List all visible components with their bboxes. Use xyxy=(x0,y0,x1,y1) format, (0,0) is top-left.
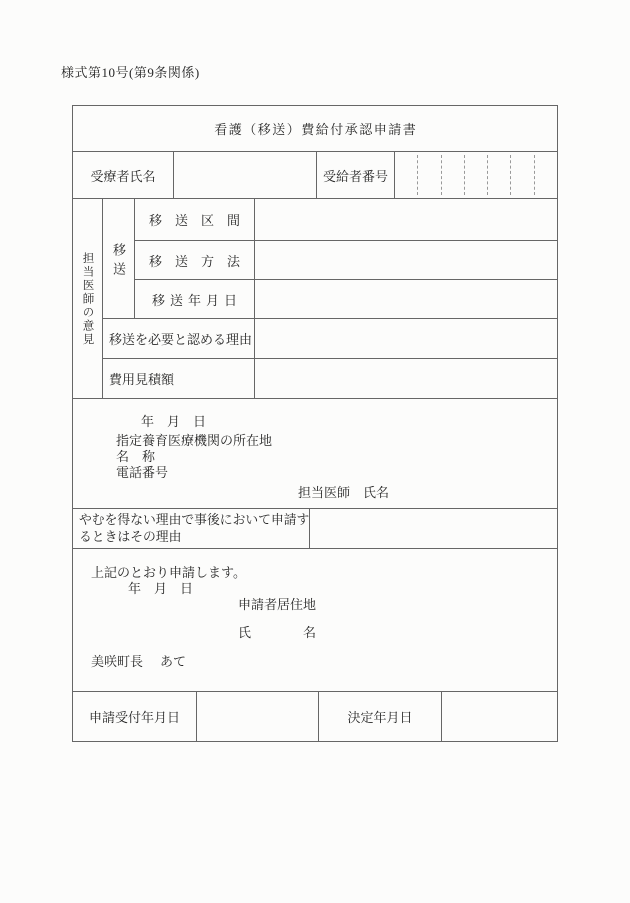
institution-date-line: 年 月 日 xyxy=(141,414,207,429)
transport-method-row xyxy=(135,241,557,280)
patient-row xyxy=(73,152,557,199)
transport-reason-label: 移送を必要と認める理由 xyxy=(103,319,255,358)
institution-address-line: 指定養育医療機関の所在地 xyxy=(116,433,273,448)
transport-date-field xyxy=(255,280,557,318)
processing-row xyxy=(73,692,557,741)
transport-date-label: 移送年月日 xyxy=(151,292,242,308)
application-received-date-label: 申請受付年月日 xyxy=(73,692,197,741)
decision-date-field xyxy=(442,692,557,741)
form-number-label: 様式第10号(第9条関係) xyxy=(61,65,200,80)
doctor-opinion-side-label: 担当医師の意見 xyxy=(81,252,94,347)
recipient-number-field xyxy=(395,152,557,198)
recipient-number-digit-cell xyxy=(395,155,417,195)
recipient-number-digit-cell xyxy=(464,155,487,195)
addressee-suffix: あて xyxy=(160,654,187,669)
apply-statement: 上記のとおり申請します。 xyxy=(91,565,246,580)
late-reason-row xyxy=(73,509,557,549)
transport-reason-field xyxy=(255,319,557,358)
decision-date-label: 決定年月日 xyxy=(319,692,442,741)
transport-label: 移送 xyxy=(111,242,126,281)
transport-section-label: 移送区間 xyxy=(148,213,253,228)
application-received-date-field xyxy=(197,692,319,741)
recipient-number-digit-cell xyxy=(417,155,440,195)
applicant-name-label: 氏 名 xyxy=(238,625,317,640)
cost-estimate-field xyxy=(255,359,557,398)
patient-name-label: 受療者氏名 xyxy=(73,152,174,198)
addressee-line xyxy=(91,654,186,670)
transport-block xyxy=(103,199,557,319)
institution-name-line: 名 称 xyxy=(116,449,156,464)
transport-section-row xyxy=(135,199,557,241)
transport-date-label-cell xyxy=(135,280,255,318)
applicant-residence-label: 申請者居住地 xyxy=(238,597,317,612)
recipient-number-label: 受給者番号 xyxy=(317,152,395,198)
apply-date-line: 年 月 日 xyxy=(128,581,194,596)
institution-section xyxy=(73,399,557,509)
addressee-name: 美咲町長 xyxy=(91,654,144,669)
transport-section-label-cell xyxy=(135,199,255,240)
late-reason-label-line2: るときはその理由 xyxy=(79,530,182,544)
form-title-row xyxy=(73,106,557,152)
transport-date-row xyxy=(135,280,557,318)
cost-estimate-row xyxy=(103,359,557,398)
late-reason-field xyxy=(310,509,557,548)
late-reason-label-line1: やむを得ない理由で事後において申請す xyxy=(79,513,310,527)
doctor-opinion-main xyxy=(103,199,557,398)
recipient-number-digit-cell xyxy=(441,155,464,195)
recipient-number-digit-cell xyxy=(510,155,533,195)
doctor-opinion-side-label-cell xyxy=(73,199,103,398)
application-form-table xyxy=(72,105,558,742)
transport-method-label: 移送方法 xyxy=(148,253,253,269)
doctor-opinion-section xyxy=(73,199,557,399)
transport-reason-row xyxy=(103,319,557,359)
apply-section xyxy=(73,549,557,692)
transport-label-cell xyxy=(103,199,135,318)
cost-estimate-label: 費用見積額 xyxy=(103,359,255,398)
attending-doctor-name-line: 担当医師 氏名 xyxy=(298,485,390,500)
recipient-number-digit-cell xyxy=(487,155,510,195)
transport-method-field xyxy=(255,241,557,279)
form-title: 看護（移送）費給付承認申請書 xyxy=(214,122,418,137)
patient-name-field xyxy=(174,152,317,198)
transport-section-field xyxy=(255,199,557,240)
recipient-number-digit-cell xyxy=(534,155,557,195)
institution-phone-line: 電話番号 xyxy=(116,465,169,480)
transport-method-label-cell xyxy=(135,241,255,279)
late-reason-label xyxy=(73,509,310,548)
transport-rows xyxy=(135,199,557,318)
